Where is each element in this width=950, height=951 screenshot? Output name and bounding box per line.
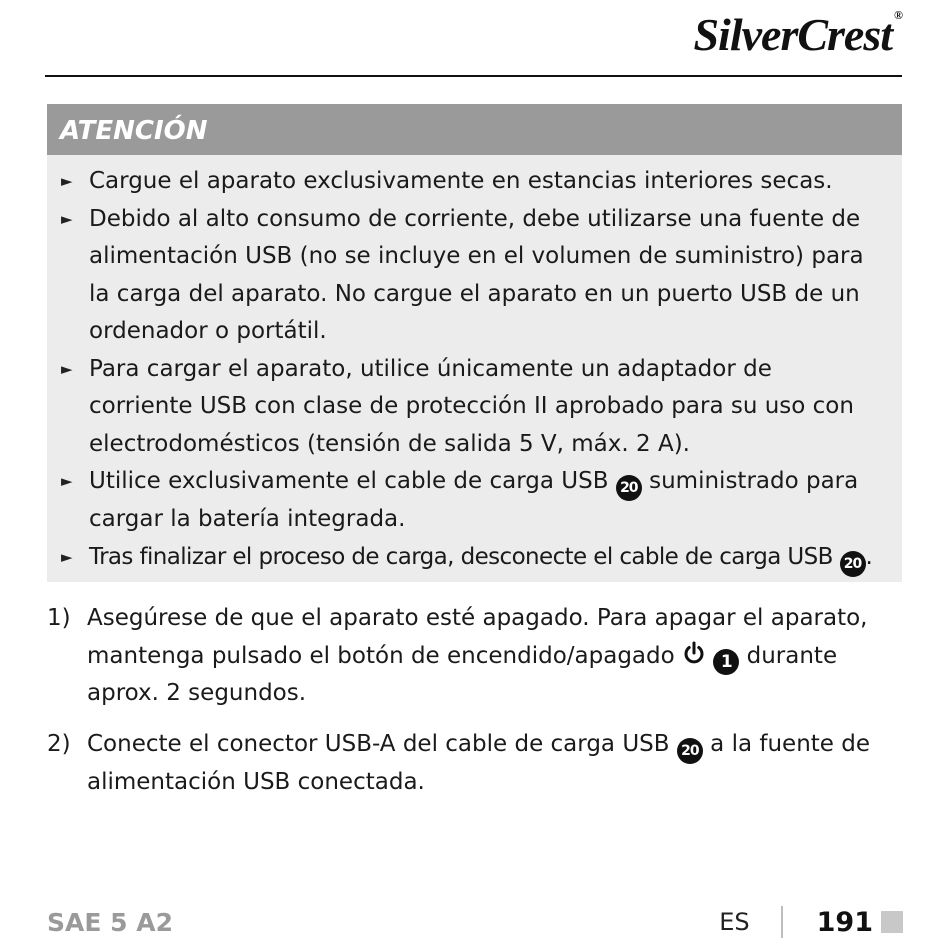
brand-logo: SilverCrest ® — [693, 8, 902, 60]
arrow-icon: ► — [61, 209, 73, 228]
arrow-icon: ► — [61, 359, 73, 378]
attention-item: ► Tras finalizar el proceso de carga, desconecte el cable de carga USB 20 . — [47, 539, 902, 577]
attention-list — [47, 155, 902, 577]
arrow-icon: ► — [61, 472, 73, 490]
step-number: 1) — [47, 605, 71, 631]
cable-callout-icon: 20 — [840, 551, 866, 577]
registered-mark: ® — [894, 8, 902, 22]
attention-item: ► Utilice exclusivamente el cable de carga USB 20 suministrado para cargar la batería integrada. — [47, 463, 902, 539]
attention-item: ► Debido al alto consumo de corriente, debe utilizarse una fuente de alimentación USB (no se incluye en el volumen de suministro) para la carga del aparato. No cargue el aparato en un puerto USB de un ordenador o portátil. — [47, 201, 902, 351]
step-item: 2) Conecte el conector USB-A del cable de carga USB 20 a la fuente de alimentación USB conectada. — [47, 726, 902, 802]
step-item: 1) Asegúrese de que el aparato esté apagado. Para apagar el aparato, mantenga pulsado el botón de encendido/apagado 1 durante aprox. 2 segundos. — [47, 600, 902, 713]
footer-divider — [781, 906, 783, 938]
attention-item: ► Cargue el aparato exclusivamente en estancias interiores secas. — [47, 163, 902, 201]
step-number: 2) — [47, 730, 71, 757]
page-number: 191 — [816, 906, 873, 938]
power-icon — [682, 641, 706, 667]
attention-box — [47, 104, 902, 582]
attention-item: ► Para cargar el aparato, utilice únicamente un adaptador de corriente USB con clase de protección II aprobado para su uso con electrodomésticos (tensión de salida 5 V, máx. 2 A). — [47, 351, 902, 464]
language-code: ES — [719, 908, 750, 936]
page-marker — [881, 911, 903, 933]
page-footer — [719, 905, 903, 939]
power-button-callout-icon: 1 — [713, 649, 739, 675]
arrow-icon: ► — [61, 172, 73, 190]
attention-title: ATENCIÓN — [47, 104, 902, 155]
cable-callout-icon: 20 — [677, 738, 703, 764]
model-number: SAE 5 A2 — [47, 908, 173, 937]
arrow-icon: ► — [61, 547, 72, 566]
header-rule — [45, 75, 902, 77]
cable-callout-icon: 20 — [616, 475, 642, 501]
instruction-steps — [47, 600, 902, 814]
